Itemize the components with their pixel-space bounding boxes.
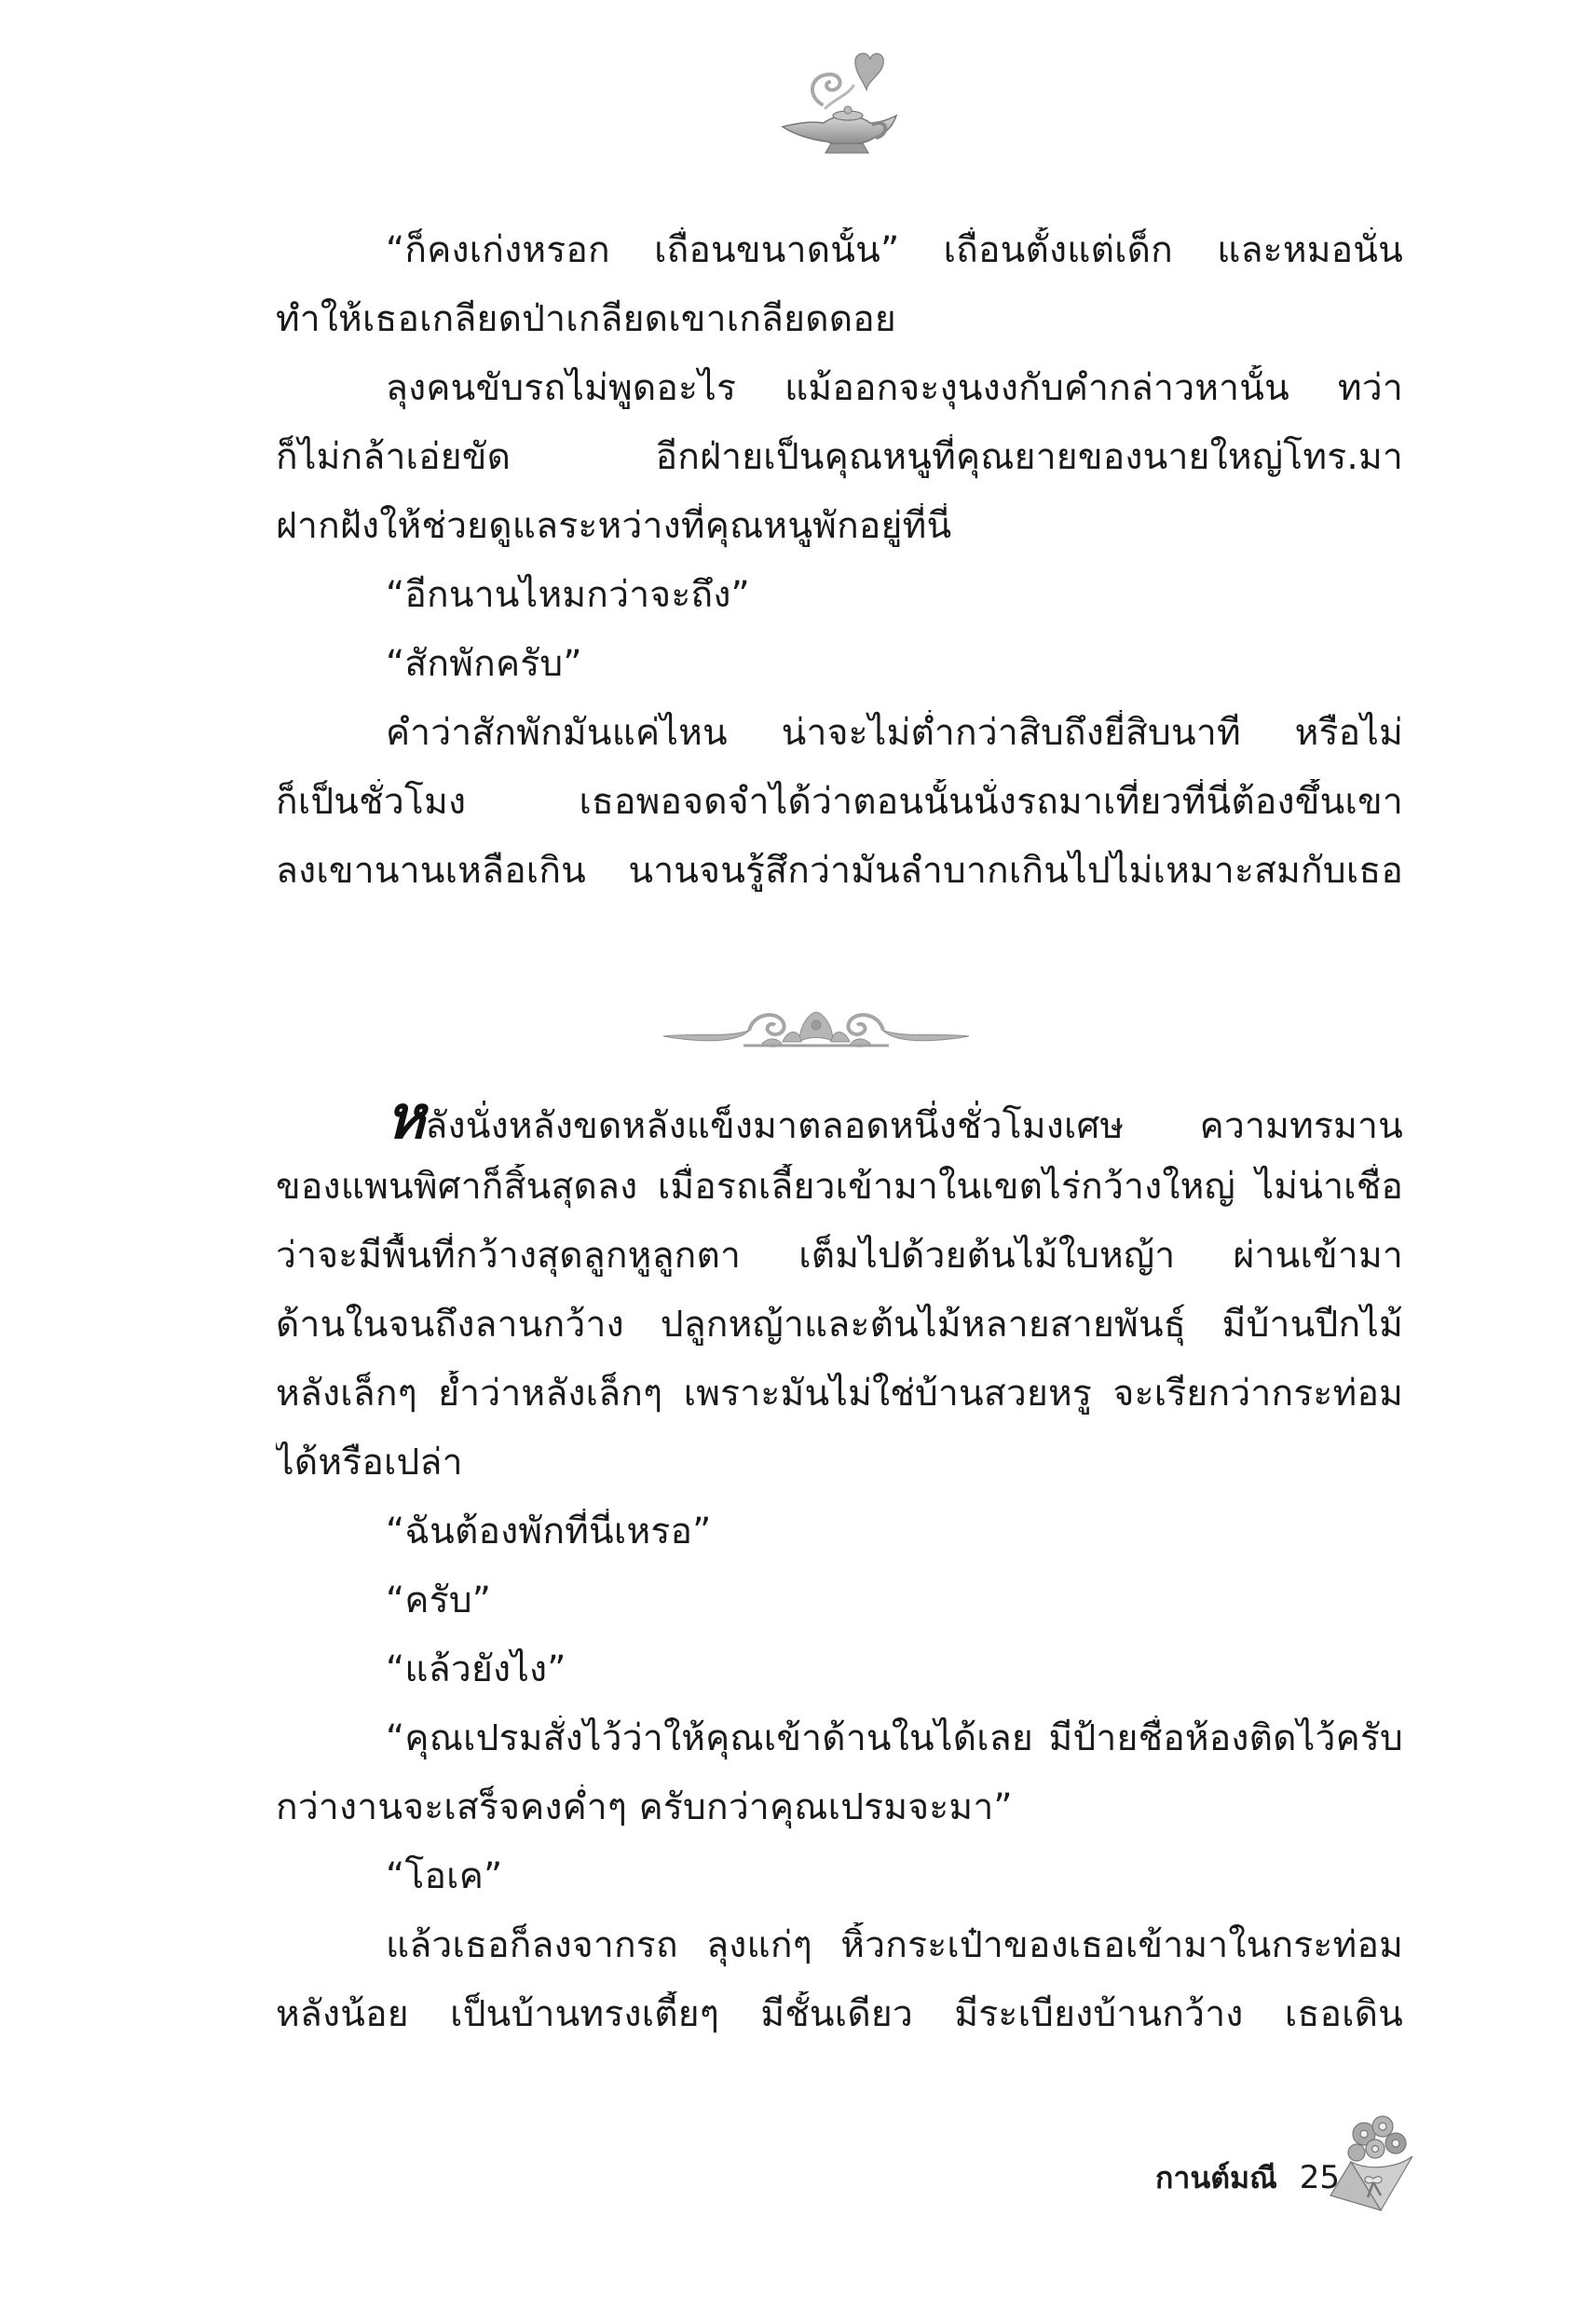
dialogue-line: “ฉันต้องพักที่นี่เหรอ”: [386, 1511, 712, 1552]
flower-bouquet-icon: [1323, 2106, 1416, 2214]
page-footer: [1155, 2154, 1340, 2201]
book-title: กานต์มณี: [1155, 2159, 1277, 2195]
paragraph-line: คำว่าสักพักมันแค่ไหน น่าจะไม่ต่ำกว่าสิบถึงยี่สิบนาที หรือไม่: [386, 712, 1403, 754]
dialogue-line: “สักพักครับ”: [386, 643, 582, 685]
dialogue-line: “คุณเปรมสั่งไว้ว่าให้คุณเข้าด้านในได้เลย มีป้ายชื่อห้องติดไว้ครับ: [386, 1717, 1403, 1759]
paragraph-line: ฝากฝังให้ช่วยดูแลระหว่างที่คุณหนูพักอยู่ที่นี่: [276, 505, 952, 547]
paragraph-line: ว่าจะมีพื้นที่กว้างสุดลูกหูลูกตา เต็มไปด้วยต้นไม้ใบหญ้า ผ่านเข้ามา: [276, 1235, 1403, 1277]
dialogue-line: “อีกนานไหมกว่าจะถึง”: [386, 574, 750, 616]
paragraph-line: แล้วเธอก็ลงจากรถ ลุงแก่ๆ หิ้วกระเป๋าของเธอเข้ามาในกระท่อม: [386, 1924, 1403, 1966]
paragraph-line: “ก็คงเก่งหรอก เถื่อนขนาดนั้น” เถื่อนตั้งแต่เด็ก และหมอนั่น: [386, 229, 1403, 271]
paragraph-line: กว่างานจะเสร็จคงค่ำๆ ครับกว่าคุณเปรมจะมา”: [276, 1786, 1013, 1828]
floral-divider-icon: [660, 1005, 973, 1055]
paragraph-line: ทำให้เธอเกลียดป่าเกลียดเขาเกลียดดอย: [276, 298, 896, 340]
text-block-2: [276, 1095, 1403, 2060]
lamp-teapot-icon: [770, 48, 902, 158]
drop-cap: ห: [386, 1095, 426, 1153]
dialogue-line: “แล้วยังไง”: [386, 1648, 566, 1690]
dialogue-line: “โอเค”: [386, 1855, 503, 1897]
paragraph-line: หลังเล็กๆ ย้ำว่าหลังเล็กๆ เพราะมันไม่ใช่บ้านสวยหรู จะเรียกว่ากระท่อม: [276, 1373, 1403, 1415]
paragraph-line: ลงเขานานเหลือเกิน นานจนรู้สึกว่ามันลำบากเกินไปไม่เหมาะสมกับเธอ: [276, 850, 1403, 892]
paragraph-line: หลังน้อย เป็นบ้านทรงเตี้ยๆ มีชั้นเดียว มีระเบียงบ้านกว้าง เธอเดิน: [276, 1993, 1403, 2035]
text-block-1: [276, 227, 1403, 917]
paragraph-line: ก็ไม่กล้าเอ่ยขัด อีกฝ่ายเป็นคุณหนูที่คุณยายของนายใหญ่โทร.มา: [276, 436, 1403, 478]
paragraph-first-line: [276, 1095, 1403, 1164]
paragraph-line: ของแพนพิศาก็สิ้นสุดลง เมื่อรถเลี้ยวเข้ามาในเขตไร่กว้างใหญ่ ไม่น่าเชื่อ: [276, 1166, 1403, 1208]
paragraph-line: ด้านในจนถึงลานกว้าง ปลูกหญ้าและต้นไม้หลายสายพันธุ์ มีบ้านปีกไม้: [276, 1304, 1403, 1346]
paragraph-line: ลุงคนขับรถไม่พูดอะไร แม้ออกจะงุนงงกับคำกล่าวหานั้น ทว่า: [386, 367, 1403, 409]
paragraph-line: ได้หรือเปล่า: [276, 1442, 463, 1484]
first-line-text: ลังนั่งหลังขดหลังแข็งมาตลอดหนึ่งชั่วโมงเศษ ความทรมาน: [425, 1105, 1403, 1147]
dialogue-line: “ครับ”: [386, 1579, 492, 1621]
page-number: 25: [1299, 2159, 1341, 2196]
paragraph-line: ก็เป็นชั่วโมง เธอพอจดจำได้ว่าตอนนั้นนั่งรถมาเที่ยวที่นี่ต้องขึ้นเขา: [276, 781, 1403, 823]
